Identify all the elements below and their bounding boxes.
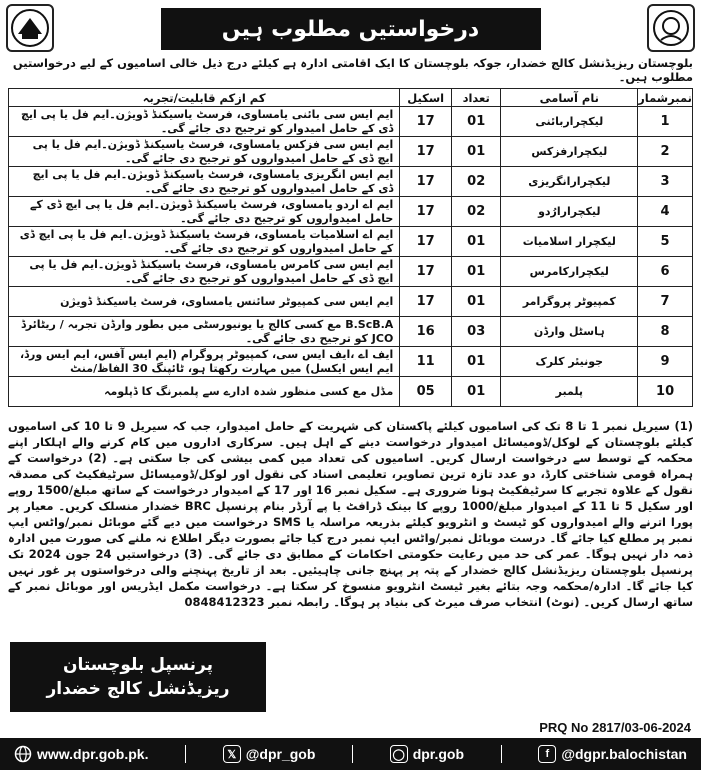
cell-post-name: لیکچرارکامرس [501, 257, 638, 287]
footer-instagram[interactable] [390, 745, 464, 763]
cell-count: 01 [451, 377, 500, 407]
header-serial: نمبرشمار [638, 90, 692, 105]
instagram-icon: ◯ [390, 745, 408, 763]
cell-post-name: ہاسٹل وارڈن [501, 317, 638, 347]
cell-count: 03 [451, 317, 500, 347]
government-logo [647, 4, 695, 52]
footer-twitter[interactable] [223, 745, 316, 763]
signature-line-principal: پرنسپل بلوچستان [62, 655, 214, 675]
cell-count: 02 [451, 167, 500, 197]
cell-qualification: ایم ایس سی کمپیوٹر سائنس یامساوی، فرسٹ یاسیکنڈ ڈویژن [9, 287, 400, 317]
cell-post-name: جونیئر کلرک [501, 347, 638, 377]
cell-serial: 10 [638, 377, 693, 407]
instagram-handle[interactable]: dpr.gob [412, 746, 465, 762]
cell-count: 01 [451, 107, 500, 137]
header-count: تعداد [451, 89, 500, 107]
cell-serial: 7 [638, 287, 693, 317]
cell-count: 01 [451, 287, 500, 317]
page-title: درخواستیں مطلوب ہیں [161, 8, 541, 50]
cell-post-name: لیکچرارفزکس [501, 137, 638, 167]
footer-divider [185, 745, 186, 763]
cell-scale: 17 [400, 227, 452, 257]
header [4, 4, 697, 54]
cell-count: 01 [451, 137, 500, 167]
cell-serial: 1 [638, 107, 693, 137]
cell-scale: 17 [400, 107, 452, 137]
cell-qualification: ایف اے ،ایف ایس سی، کمپیوٹر پروگرام (ایم ایس آفس، ایم ایس ورڈ، ایم ایس ایکسل) میں مہارت رکھتا ہو، ٹائپنگ 30 الفاظ/منٹ [9, 347, 400, 377]
table-row [9, 137, 693, 167]
cell-scale: 17 [400, 287, 452, 317]
cell-qualification: B.ScB.A مع کسی کالج یا یونیورسٹی میں بطور وارڈن تجربہ / ریٹائرڈ JCO کو ترجیح دی جائے گی۔ [9, 317, 400, 347]
cell-serial: 2 [638, 137, 693, 167]
cell-scale: 16 [400, 317, 452, 347]
cell-count: 02 [451, 197, 500, 227]
cell-count: 01 [451, 347, 500, 377]
table-row [9, 377, 693, 407]
cell-count: 01 [451, 227, 500, 257]
cell-serial: 4 [638, 197, 693, 227]
signature-line-college: ریزیڈنشل کالج خضدار [46, 679, 230, 699]
cell-serial: 9 [638, 347, 693, 377]
cell-scale: 17 [400, 257, 452, 287]
footer-bar [0, 738, 701, 770]
cell-serial: 3 [638, 167, 693, 197]
college-logo [6, 4, 54, 52]
header-scale: اسکیل [400, 89, 452, 107]
cell-qualification: مڈل مع کسی منظور شدہ ادارے سے پلمبرنگ کا ڈپلومہ [9, 377, 400, 407]
cell-serial: 8 [638, 317, 693, 347]
table-row [9, 197, 693, 227]
cell-scale: 11 [400, 347, 452, 377]
cell-scale: 17 [400, 197, 452, 227]
twitter-icon: 𝕏 [223, 745, 241, 763]
footer-facebook[interactable] [538, 745, 687, 763]
table-row [9, 107, 693, 137]
table-row [9, 287, 693, 317]
prq-number: PRQ No 2817/03-06-2024 [539, 720, 691, 735]
table-row [9, 347, 693, 377]
intro-text: بلوچستان ریزیڈنشل کالج خضدار، جوکہ بلوچستان کا ایک اقامتی ادارہ ہے کیلئے درج ذیل خالی اسامیوں کے لیے درخواستیں مطلوب ہیں۔ [12, 56, 693, 84]
footer-website[interactable] [14, 745, 148, 763]
facebook-handle[interactable]: @dgpr.balochistan [561, 746, 687, 762]
government-emblem-icon [651, 8, 691, 48]
signature-block [10, 642, 266, 712]
cell-serial: 5 [638, 227, 693, 257]
cell-qualification: ایم ایس سی کامرس یامساوی، فرسٹ یاسیکنڈ ڈویژن۔ایم فل یا پی ایچ ڈی کے حامل امیدواروں کو ترجیح دی جائے گی۔ [9, 257, 400, 287]
cell-post-name: لیکچرار اسلامیات [501, 227, 638, 257]
vacancies-table [8, 88, 693, 407]
college-crest-icon [10, 8, 50, 48]
table-row [9, 227, 693, 257]
cell-scale: 05 [400, 377, 452, 407]
terms-and-conditions: (1) سیریل نمبر 1 تا 8 تک کی اسامیوں کیلئے پاکستان کی شہریت کے حامل امیدوار، جب کہ سیریل 9 تا 10 کی اسامیوں کیلئے بلوچستان کے لوکل/ڈومیسائل امیدوار درخواست دینے کے اہل ہیں۔ سرکاری اداروں میں کام کرنے والے اہلکار اپنے محکمہ کے توسط سے درخواست ارسال کریں۔ اسامیوں کی تعداد میں کمی بیشی کی جا سکتی ہے۔ (2) درخواست کے ہمراہ قومی شناختی کارڈ، دو عدد تازہ ترین تصاویر، تعلیمی اسناد کی نقول اور لوکل/ڈومیسائل سرٹیفکیٹ کی مصدقہ نقول کے علاوہ تجربے کا سرٹیفکیٹ ہونا ضروری ہے۔ سکیل نمبر 16 اور 17 کے امیدوار درخواست کے ساتھ مبلغ/1500 روپے اور سکیل 5 تا 11 کے امیدوار مبلغ/1000 روپے کا بینک ڈرافٹ یا پے آرڈر بنام پرنسپل BRC خضدار منسلک کریں۔ معیار پر پورا اترنے والے امیدواروں کو ٹیسٹ و انٹرویو کیلئے بذریعہ مراسلہ یا SMS درخواست میں دیے گئے موبائل نمبر/واٹس ایپ نمبر پر مطلع کیا جائے گا۔ درست موبائل نمبر/واٹس ایپ نمبر درج کیا جائے بصورت دیگر اطلاع نہ ملنے کی صورت میں ادارہ ذمہ دار نہیں ہوگا۔ عمر کی حد میں رعایت حکومتی احکامات کے مطابق دی جائے گی۔ (3) درخواستیں 24 جون 2024 تک پرنسپل بلوچستان ریزیڈنشل کالج خضدار کے پتہ پر پہنچ جانی چاہیئیں۔ بعد از تاریخ پہنچنے والی درخواستوں پر غور نہیں کیا جائے گا۔ ادارہ/محکمہ وجہ بتائے بغیر ٹیسٹ انٹرویو منسوخ کر سکتا ہے۔ درخواست مکمل ایڈریس اور موبائل نمبر کے ساتھ ارسال کریں۔ (نوٹ) انتخاب صرف میرٹ کی بنیاد پر ہوگا۔ رابطہ نمبر 0848412323 [8, 419, 694, 609]
table-header-row [9, 89, 693, 107]
cell-post-name: لیکچراربائنی [501, 107, 638, 137]
cell-scale: 17 [400, 167, 452, 197]
cell-post-name: کمپیوٹر پروگرامر [501, 287, 638, 317]
cell-scale: 17 [400, 137, 452, 167]
cell-serial: 6 [638, 257, 693, 287]
footer-divider [352, 745, 353, 763]
cell-count: 01 [451, 257, 500, 287]
website-link[interactable]: www.dpr.gob.pk. [37, 746, 149, 762]
twitter-handle[interactable]: @dpr_gob [245, 746, 316, 762]
globe-icon [14, 745, 32, 763]
table-row [9, 257, 693, 287]
cell-post-name: پلمبر [501, 377, 638, 407]
header-qualification: کم ازکم قابلیت/تجربہ [9, 89, 400, 107]
cell-qualification: ایم ایس انگریزی یامساوی، فرسٹ یاسیکنڈ ڈویژن۔ایم فل یا پی ایچ ڈی کے حامل امیدواروں کو ترجیح دی جائے گی۔ [9, 167, 400, 197]
header-post-name: نام آسامی [501, 89, 638, 107]
table-row [9, 167, 693, 197]
cell-qualification: ایم ایس سی بائنی یامساوی، فرسٹ یاسیکنڈ ڈویژن۔ایم فل یا پی ایچ ڈی کے حامل امیدوار کو ترجیح دی جائے گی۔ [9, 107, 400, 137]
table-row [9, 317, 693, 347]
cell-post-name: لیکچرارانگریزی [501, 167, 638, 197]
footer-divider [501, 745, 502, 763]
cell-qualification: ایم اے اردو یامساوی، فرسٹ یاسیکنڈ ڈویژن۔ایم فل یا پی ایچ ڈی کے حامل امیدواروں کو ترجیح دی جائے گی۔ [9, 197, 400, 227]
cell-qualification: ایم ایس سی فزکس یامساوی، فرسٹ یاسیکنڈ ڈویژن۔ایم فل یا پی ایچ ڈی کے حامل امیدواروں کو ترجیح دی جائے گی۔ [9, 137, 400, 167]
cell-qualification: ایم اے اسلامیات یامساوی، فرسٹ یاسیکنڈ ڈویژن۔ایم فل یا پی ایچ ڈی کے حامل امیدواروں کو ترجیح دی جائے گی۔ [9, 227, 400, 257]
cell-post-name: لیکچرارارُدو [501, 197, 638, 227]
facebook-icon: f [538, 745, 556, 763]
